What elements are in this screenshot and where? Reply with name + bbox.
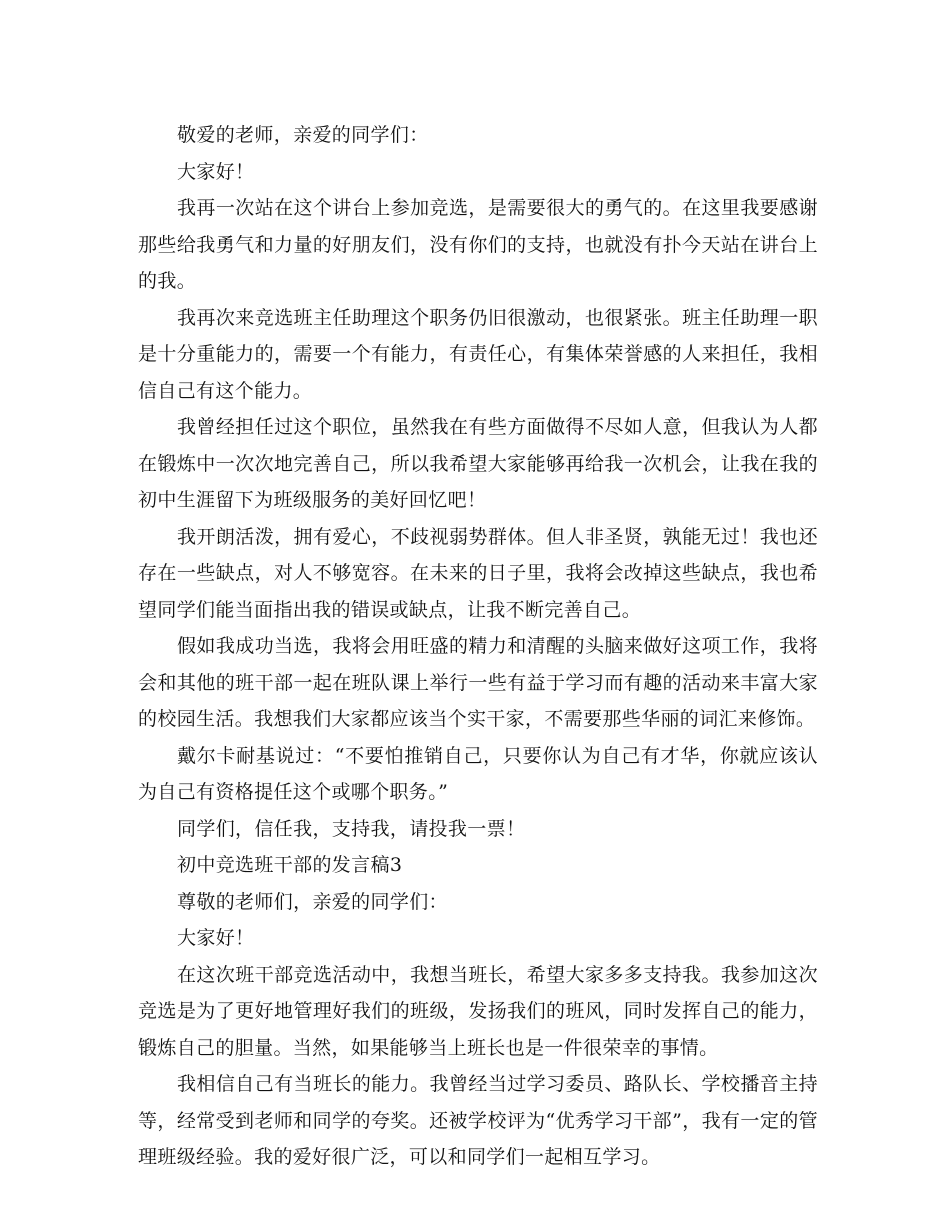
paragraph: 在这次班干部竞选活动中，我想当班长，希望大家多多支持我。我参加这次竞选是为了更好地管理好我们的班级，发扬我们的班风，同时发挥自己的能力，锻炼自己的胆量。当然，如果能够当上班长也是一件很荣幸的事情。 [138, 963, 818, 1059]
section-heading: 初中竞选班干部的发言稿3 [177, 854, 403, 876]
paragraph-quote: 戴尔卡耐基说过：“不要怕推销自己，只要你认为自己有才华，你就应该认为自己有资格提任这个或哪个职务。” [138, 744, 818, 803]
paragraph: 我再次来竞选班主任助理这个职务仍旧很激动，也很紧张。班主任助理一职是十分重能力的，需要一个有能力，有责任心，有集体荣誉感的人来担任，我相信自己有这个能力。 [138, 306, 818, 402]
paragraph: 我再一次站在这个讲台上参加竞选，是需要很大的勇气的。在这里我要感谢那些给我勇气和力量的好朋友们，没有你们的支持，也就没有扑今天站在讲台上的我。 [138, 197, 818, 292]
paragraph-hello: 大家好！ [177, 927, 255, 949]
paragraph-greeting: 敬爱的老师，亲爱的同学们： [177, 124, 429, 146]
paragraph-hello: 大家好！ [177, 160, 255, 183]
paragraph: 我相信自己有当班长的能力。我曾经当过学习委员、路队长、学校播音主持等，经常受到老师和同学的夸奖。还被学校评为“优秀学习干部”，我有一定的管理班级经验。我的爱好很广泛，可以和同学们一起相互学习。 [138, 1073, 818, 1168]
paragraph: 假如我成功当选，我将会用旺盛的精力和清醒的头脑来做好这项工作，我将会和其他的班干部一起在班队课上举行一些有益于学习而有趣的活动来丰富大家的校园生活。我想我们大家都应该当个实干家，不需要那些华丽的词汇来修饰。 [138, 635, 818, 730]
paragraph: 我开朗活泼，拥有爱心，不歧视弱势群体。但人非圣贤，孰能无过！我也还存在一些缺点，对人不够宽容。在未来的日子里，我将会改掉这些缺点，我也希望同学们能当面指出我的错误或缺点，让我不断完善自己。 [138, 525, 818, 621]
paragraph-greeting: 尊敬的老师们，亲爱的同学们： [177, 890, 448, 913]
paragraph-closing: 同学们，信任我，支持我，请投我一票！ [177, 817, 526, 840]
document-body [138, 117, 818, 1176]
paragraph: 我曾经担任过这个职位，虽然我在有些方面做得不尽如人意，但我认为人都在锻炼中一次次地完善自己，所以我希望大家能够再给我一次机会，让我在我的初中生涯留下为班级服务的美好回忆吧！ [138, 416, 818, 511]
